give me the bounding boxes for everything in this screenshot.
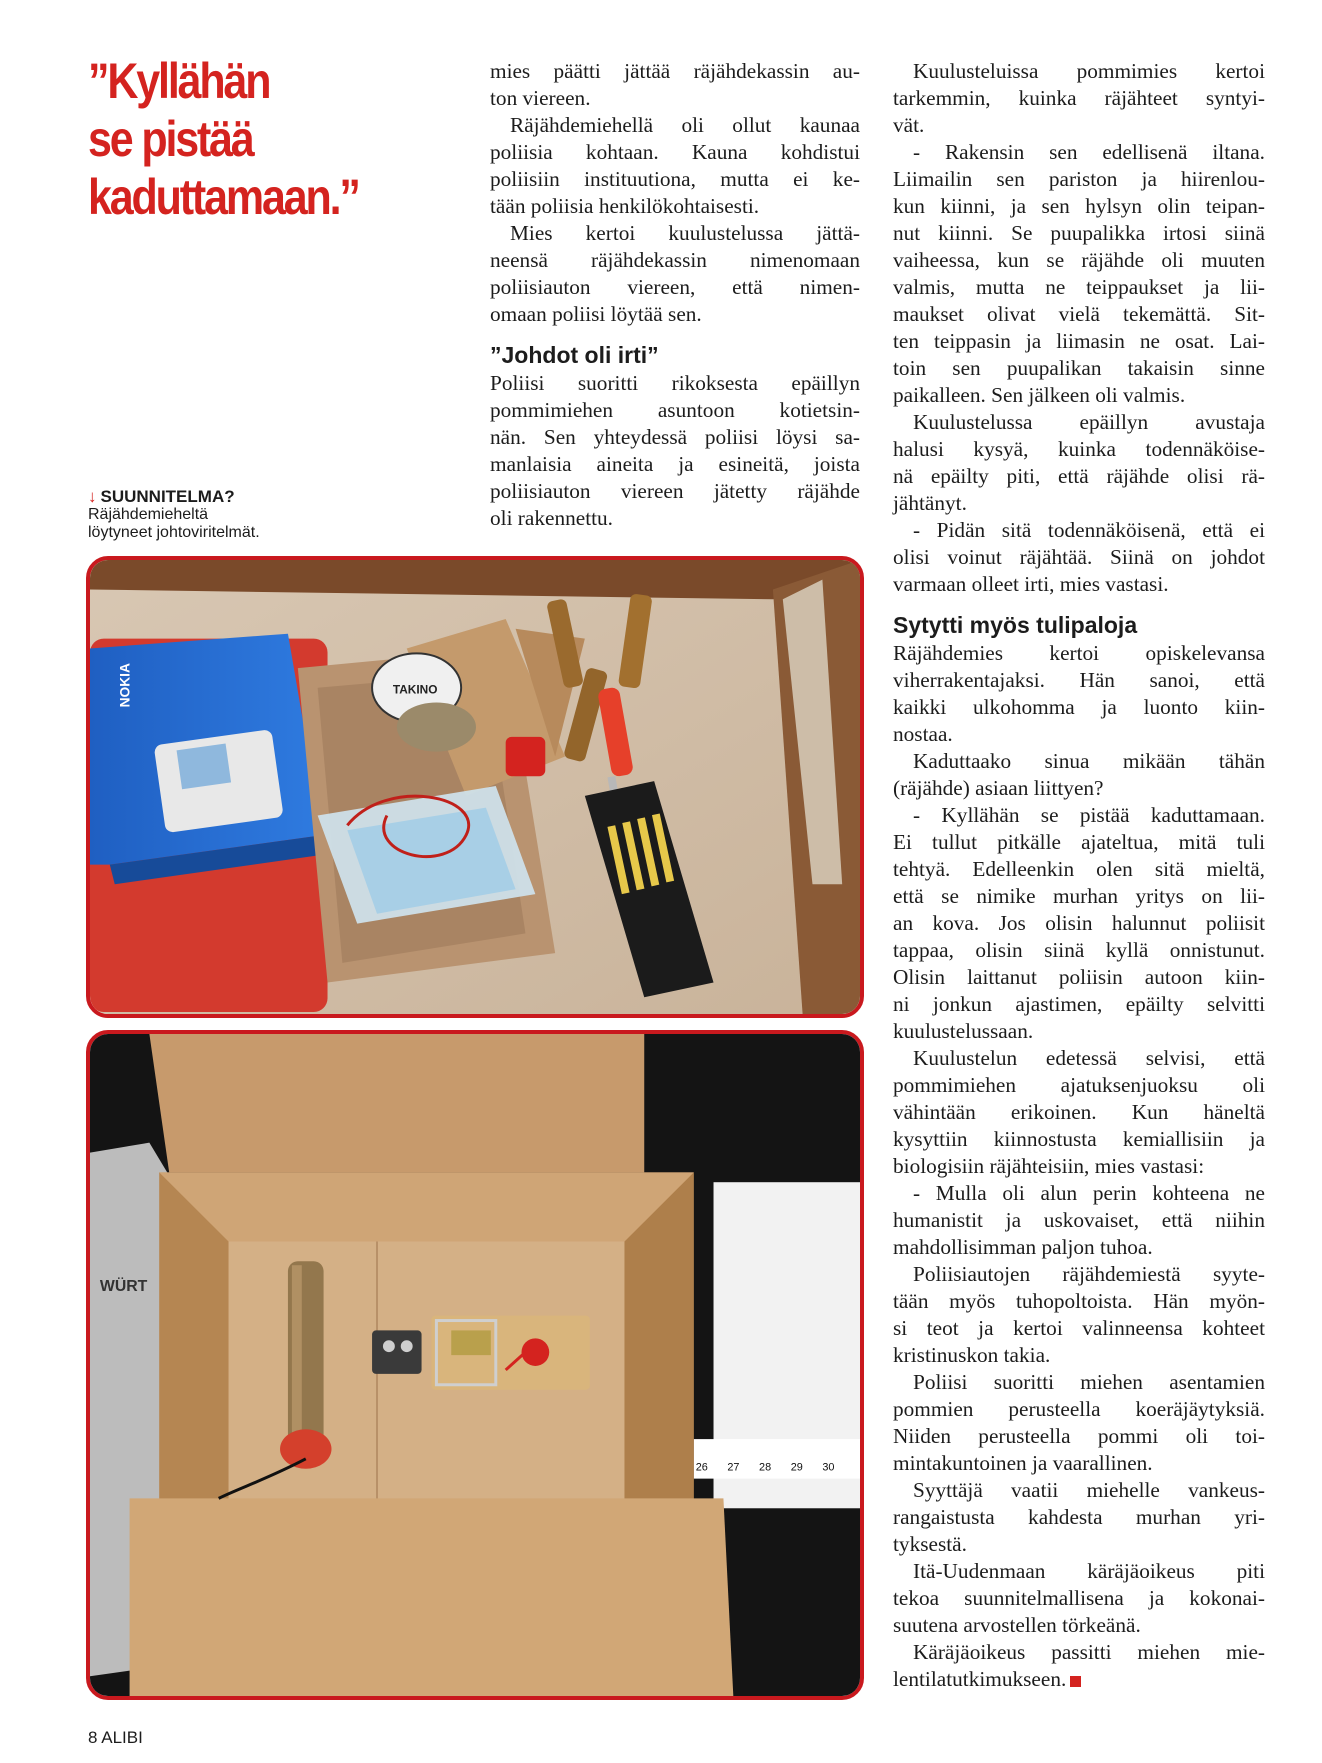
text-line: Kuulustelussa epäillyn avustaja (913, 410, 1265, 434)
text-line: si teot ja kertoi valinneensa kohteet (893, 1316, 1265, 1340)
end-mark-icon (1070, 1676, 1081, 1687)
tape-brand-label: TAKINO (392, 682, 438, 697)
text-line: vaiheessa, kun se räjähde oli muuten (893, 248, 1265, 272)
subheading: Sytytti myös tulipaloja (893, 612, 1138, 638)
text-line: omaan poliisi löytää sen. (490, 302, 702, 326)
arrow-down-icon: ↓ (88, 487, 97, 506)
text-line: vät. (893, 113, 925, 137)
text-line: ni jonkun ajastimen, epäilty selvitti (893, 992, 1265, 1016)
text-line: Kuulusteluissa pommimies kertoi (913, 59, 1265, 83)
text-line: manlaisia aineita ja esineitä, joista (490, 452, 860, 476)
text-line: Kaduttaako sinua mikään tähän (913, 749, 1265, 773)
text-line: ton viereen. (490, 86, 591, 110)
subheading: ”Johdot oli irti” (490, 342, 659, 368)
pull-quote (88, 52, 359, 226)
text-line: olisi voinut räjähtää. Siinä on johdot (893, 545, 1265, 569)
text-line: kuulustelussaan. (893, 1019, 1034, 1043)
text-line: Kuulustelun edetessä selvisi, että (913, 1046, 1265, 1070)
text-line: Poliisiautojen räjähdemiestä syyte- (913, 1262, 1265, 1286)
page-folio: 8 ALIBI (88, 1728, 143, 1747)
pull-quote-line: kaduttamaan.” (88, 169, 359, 225)
box-brand-label: NOKIA (117, 663, 133, 708)
text-line: nä epäilty piti, että räjähde olisi rä- (893, 464, 1265, 488)
text-line: Poliisi suoritti miehen asentamien (913, 1370, 1265, 1394)
text-line: kristinuskon takia. (893, 1343, 1051, 1367)
article-column-2 (490, 58, 860, 532)
text-line: pommien perusteella koeräjäytyksiä. (893, 1397, 1265, 1421)
text-line: että se nimike murhan yritys on lii- (893, 884, 1265, 908)
text-line: mies päätti jättää räjähdekassin au- (490, 59, 860, 83)
caption-text-line: löytyneet johtoviritelmät. (88, 524, 260, 541)
text-line: Liimailin sen pariston ja hiirenlou- (893, 167, 1265, 191)
photo-device-box (86, 1030, 864, 1700)
text-line: - Mulla oli alun perin kohteena ne (913, 1181, 1265, 1205)
text-line: rangaistusta kahdesta murhan yri- (893, 1505, 1265, 1529)
pull-quote-line: se pistää (88, 111, 253, 167)
text-line: kaikki ulkohomma ja luonto kiin- (893, 695, 1265, 719)
text-line: Räjähdemiehellä oli ollut kaunaa (510, 113, 860, 137)
text-line: Poliisi suoritti rikoksesta epäillyn (490, 371, 860, 395)
text-line: tekoa suunnitelmallisena ja kokonai- (893, 1586, 1265, 1610)
text-line: tehtyä. Edelleenkin olen sitä mieltä, (893, 857, 1265, 881)
glove-brand-label: WÜRT (99, 1277, 148, 1295)
text-line: humanistit ja uskovaiset, että niihin (893, 1208, 1265, 1232)
text-line: Mies kertoi kuulustelussa jättä- (510, 221, 860, 245)
text-line: poliisiauton viereen jätetty räjähde (490, 479, 860, 503)
text-line: (räjähde) asiaan liittyen? (893, 776, 1104, 800)
text-line: Räjähdemies kertoi opiskelevansa (893, 641, 1265, 665)
ruler-label: 26 (695, 1461, 708, 1474)
text-line: varmaan olleet irti, mies vastasi. (893, 572, 1169, 596)
text-line: biologisiin räjähteisiin, mies vastasi: (893, 1154, 1205, 1178)
pull-quote-line: ”Kyllähän (88, 53, 270, 109)
workbench-image (90, 560, 860, 1014)
text-line: Olisin laittanut poliisin autoon kiin- (893, 965, 1265, 989)
device-box-image (90, 1034, 860, 1696)
caption-title: SUUNNITELMA? (100, 487, 235, 506)
text-line: tään myös tuhopoltoista. Hän myön- (893, 1289, 1265, 1313)
text-line: poliisiauton viereen, että nimen- (490, 275, 860, 299)
text-line: vähintään erikoinen. Kun häneltä (893, 1100, 1265, 1124)
text-line: jähtänyt. (893, 491, 967, 515)
text-line: ten teippasin ja liimasin ne osat. Lai- (893, 329, 1265, 353)
text-line: - Kyllähän se pistää kaduttamaan. (913, 803, 1265, 827)
text-line: - Rakensin sen edellisenä iltana. (913, 140, 1265, 164)
text-line: nut kiinni. Se puupalikka irtosi siinä (893, 221, 1265, 245)
text-line: - Pidän sitä todennäköisenä, että ei (913, 518, 1265, 542)
spacer (893, 598, 1265, 610)
text-line: paikalleen. Sen jälkeen oli valmis. (893, 383, 1186, 407)
text-line: Käräjäoikeus passitti miehen mie- (913, 1640, 1265, 1664)
text-line: halusi kysyä, kuinka todennäköise- (893, 437, 1265, 461)
text-line: maukset olivat vielä tekemättä. Sit- (893, 302, 1265, 326)
text-line: mahdollisimman paljon tuhoa. (893, 1235, 1153, 1259)
text-line: nostaa. (893, 722, 953, 746)
text-line: suutena arvostellen törkeänä. (893, 1613, 1141, 1637)
ruler-label: 28 (759, 1461, 772, 1474)
text-line: toin sen puupalikan takaisin sinne (893, 356, 1265, 380)
text-line: neensä räjähdekassin nimenomaan (490, 248, 860, 272)
ruler-label: 30 (822, 1461, 835, 1474)
text-line: valmis, mutta ne teippaukset ja lii- (893, 275, 1265, 299)
text-line: Niiden perusteella pommi oli toi- (893, 1424, 1265, 1448)
photo-caption (88, 488, 418, 542)
text-line: Itä-Uudenmaan käräjäoikeus piti (913, 1559, 1265, 1583)
text-line: kysyttiin kiinnostusta kemiallisiin ja (893, 1127, 1265, 1151)
caption-text-line: Räjähdemieheltä (88, 506, 209, 523)
ruler-label: 29 (790, 1461, 803, 1474)
caption-title-row (88, 488, 418, 506)
text-line: kun kiinni, ja sen hylsyn olin teipan- (893, 194, 1265, 218)
text-line: lentilatutkimukseen. (893, 1666, 1265, 1693)
text-line: tarkemmin, kuinka räjähteet syntyi- (893, 86, 1265, 110)
text-line: tappaa, olisin siinä kyllä onnistunut. (893, 938, 1265, 962)
text-line: mintakuntoinen ja vaarallinen. (893, 1451, 1153, 1475)
text-line: tyksestä. (893, 1532, 967, 1556)
text-line: Ei tullut pitkälle ajateltua, mitä tuli (893, 830, 1265, 854)
article-column-3 (893, 58, 1265, 1693)
text-line: nän. Sen yhteydessä poliisi löysi sa- (490, 425, 860, 449)
text-line: poliisiin instituutiona, mutta ei ke- (490, 167, 860, 191)
text-line: an kova. Jos olisin halunnut poliisit (893, 911, 1265, 935)
text-line: viherrakentajaksi. Hän sanoi, että (893, 668, 1265, 692)
ruler-label: 27 (727, 1461, 740, 1474)
text-line: Syyttäjä vaatii miehelle vankeus- (913, 1478, 1265, 1502)
text-line: poliisia kohtaan. Kauna kohdistui (490, 140, 860, 164)
text-line: pommimiehen asuntoon kotietsin- (490, 398, 860, 422)
spacer (490, 328, 860, 340)
photo-workbench (86, 556, 864, 1018)
text-line: pommimiehen ajatuksenjuoksu oli (893, 1073, 1265, 1097)
text-line: oli rakennettu. (490, 506, 614, 530)
text-line: tään poliisia henkilökohtaisesti. (490, 194, 760, 218)
